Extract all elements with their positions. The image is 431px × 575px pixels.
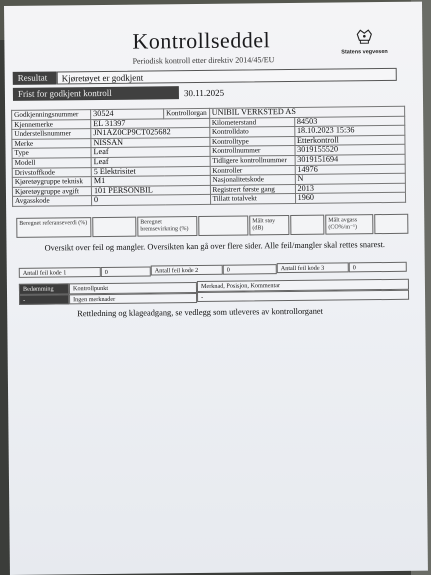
row-assessment: - bbox=[19, 294, 69, 305]
document-subtitle: Periodisk kontroll etter direktiv 2014/45/EU bbox=[132, 55, 275, 66]
godkjenningsnummer-value: 30524 bbox=[91, 109, 164, 119]
document-page bbox=[4, 2, 428, 575]
vehicle-table bbox=[11, 106, 406, 207]
row-label: Registrert første gang bbox=[210, 184, 295, 194]
brake-reference-value bbox=[92, 217, 136, 237]
row-value: 101 PERSONBIL bbox=[91, 185, 210, 196]
brake-effect-box: Beregnet bremsevirkning (%) bbox=[137, 216, 197, 237]
noise-box: Målt støy (dB) bbox=[249, 215, 289, 235]
agency-logo bbox=[334, 28, 394, 56]
noise-value bbox=[290, 215, 324, 235]
document-title: Kontrollseddel bbox=[132, 27, 271, 54]
row-value: 14976 bbox=[295, 164, 406, 175]
footer-text: Rettledning og klageadgang, se vedlegg som utleveres av kontrollorganet bbox=[77, 306, 323, 319]
fault-count-3-value: 0 bbox=[349, 262, 407, 273]
kontrollorgan-value: UNIBIL VERKSTED AS bbox=[209, 106, 404, 118]
row-label: Tidligere kontrollnummer bbox=[210, 155, 295, 165]
row-label: Modell bbox=[12, 158, 91, 168]
row-label: Merke bbox=[12, 138, 91, 148]
overview-text: Oversikt over feil og mangler. Oversikten kan gå over flere sider. Alle feil/mangler skal rettes snarest. bbox=[44, 240, 386, 253]
godkjenningsnummer-label: Godkjenningsnummer bbox=[12, 110, 91, 120]
crown-shield-icon bbox=[354, 28, 374, 44]
row-label: Kjøretøygruppe avgift bbox=[12, 186, 91, 196]
row-label: Kontrollnummer bbox=[210, 146, 295, 156]
row-label: Type bbox=[12, 148, 91, 158]
row-value: M1 bbox=[91, 176, 210, 187]
kontrollorgan-label: Kontrollorgan bbox=[164, 108, 210, 118]
fault-count-1-value: 0 bbox=[101, 266, 151, 277]
row-value: Etterkontroll bbox=[294, 135, 405, 146]
row-value: Leaf bbox=[91, 147, 210, 158]
row-value: JN1AZ0CP9CT025682 bbox=[91, 128, 210, 139]
col-checkpoint: Kontrollpunkt bbox=[69, 282, 197, 294]
row-value: NISSAN bbox=[91, 137, 210, 148]
row-value: 2013 bbox=[295, 183, 406, 194]
deadline-label: Frist for godkjent kontroll bbox=[13, 86, 179, 101]
row-value: 0 bbox=[91, 195, 210, 206]
row-label: Understellsnummer bbox=[12, 129, 91, 139]
row-value: 3019155520 bbox=[295, 145, 406, 156]
row-label: Kilometerstand bbox=[209, 117, 294, 127]
row-value: EL 31397 bbox=[91, 118, 210, 129]
row-label: Nasjonalitetskode bbox=[210, 175, 295, 185]
row-label: Kontroller bbox=[210, 165, 295, 175]
row-value: 84503 bbox=[294, 116, 405, 127]
row-value: 3019151694 bbox=[295, 154, 406, 165]
brake-effect-value bbox=[198, 215, 248, 236]
fault-count-2-value: 0 bbox=[223, 264, 277, 275]
row-label: Kontrolltype bbox=[209, 136, 294, 146]
row-value: Leaf bbox=[91, 156, 210, 167]
agency-name: Statens vegvesen bbox=[341, 48, 388, 56]
fault-count-2-label: Antall feil kode 2 bbox=[151, 265, 223, 276]
exhaust-value bbox=[374, 214, 408, 234]
col-remark: Merknad, Posisjon, Kommentar bbox=[197, 279, 409, 292]
row-label: Kontrolldato bbox=[209, 127, 294, 137]
row-label: Kjøretøygruppe teknisk bbox=[12, 177, 91, 187]
row-value: N bbox=[295, 173, 406, 184]
row-remark: - bbox=[197, 290, 409, 302]
row-value: 1960 bbox=[295, 193, 406, 204]
row-label: Kjennemerke bbox=[12, 119, 91, 129]
deadline-value: 30.11.2025 bbox=[183, 87, 225, 99]
result-label: Resultat bbox=[13, 71, 57, 84]
row-label: Avgasskode bbox=[12, 196, 91, 206]
row-value: 18.10.2023 15:36 bbox=[294, 125, 405, 136]
col-assessment: Bedømming bbox=[19, 283, 69, 295]
brake-reference-box: Beregnet referanseverdi (%) bbox=[16, 217, 91, 238]
fault-count-3-label: Antall feil kode 3 bbox=[277, 262, 349, 273]
row-value: 5 Elektrisitet bbox=[91, 166, 210, 177]
row-checkpoint: Ingen merknader bbox=[69, 293, 197, 304]
fault-count-1-label: Antall feil kode 1 bbox=[19, 267, 101, 278]
row-label: Tillatt totalvekt bbox=[210, 194, 295, 204]
exhaust-box: Målt avgass (CO%/m⁻¹) bbox=[325, 214, 373, 235]
result-value: Kjøretøyet er godkjent bbox=[57, 68, 397, 85]
row-label: Drivstoffkode bbox=[12, 167, 91, 177]
